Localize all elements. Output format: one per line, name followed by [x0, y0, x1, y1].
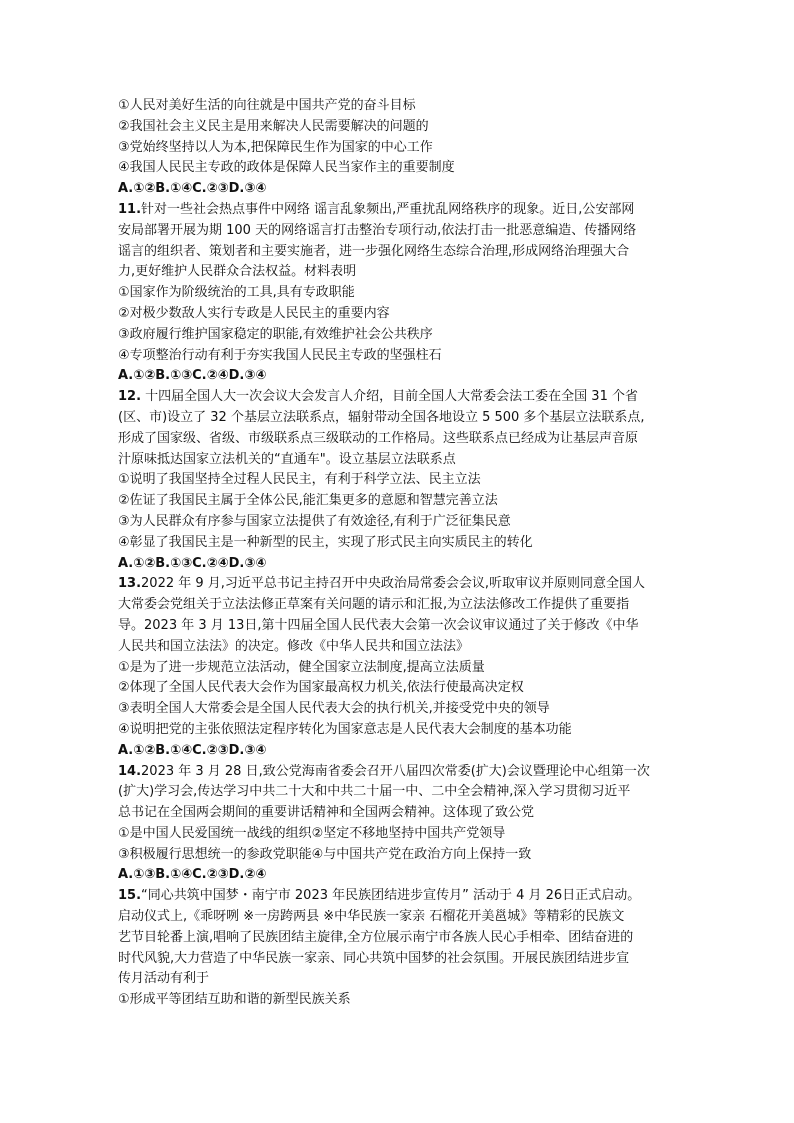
q10-options: A.①②B.①④C.②③D.③④	[118, 181, 267, 197]
q13-text: ①是为了进一步规范立法活动，健全国家立法制度,提高立法质量	[118, 659, 485, 675]
q13-text: ③表明全国人大常委会是全国人民代表大会的执行机关,并接受党中央的领导	[118, 701, 550, 717]
q13-text: 导。2023 年 3 月 13日,第十四届全国人民代表大会第一次会议审议通过了关于修改《中华	[118, 617, 639, 633]
q15-number: 15.	[118, 888, 142, 904]
q13-line	[118, 699, 678, 720]
q12-number: 12.	[118, 389, 142, 405]
q10-line	[118, 138, 678, 159]
q13-line	[118, 678, 678, 699]
q12-line	[118, 450, 678, 471]
q12-text: (区、市)设立了 32 个基层立法联系点，辐射带动全国各地设立 5 500 多个基层立法联系点,	[118, 409, 645, 425]
q15-text: 启动仪式上,《乖呀咧 ※一房跨两县 ※中华民族一家亲 石榴花开美邕城》等精彩的民族文	[118, 909, 625, 925]
q13-line	[118, 637, 678, 658]
q11-options: A.①②B.①③C.②④D.③④	[118, 368, 267, 384]
q15-line	[118, 907, 678, 928]
q11-number: 11.	[118, 201, 142, 217]
q12-line	[118, 429, 678, 450]
q12-text: ①说明了我国坚持全过程人民民主，有利于科学立法、民主立法	[118, 472, 481, 488]
q12-line	[118, 470, 678, 491]
q14-text: ③积极履行思想统一的参政党职能④与中国共产党在政治方向上保持一致	[118, 846, 532, 862]
q14-text: 总书记在全国两会期间的重要讲话精神和全国两会精神。这体现了致公党	[118, 805, 535, 821]
q13-line	[118, 658, 678, 679]
q11-line	[118, 200, 678, 221]
q11-line	[118, 283, 678, 304]
q13-text: 大常委会党组关于立法法修正草案有关问题的请示和汇报,为立法法修改工作提供了重要指	[118, 597, 630, 613]
q11-text: 力,更好维护人民群众合法权益。材料表明	[118, 264, 357, 280]
q12-line	[118, 387, 678, 408]
q14-line	[118, 782, 678, 803]
q15-text: “同心共筑中国梦・南宁市 2023 年民族团结进步宣传月” 活动于 4 月 26日正式启动。	[141, 888, 641, 904]
q14-text: ①是中国人民爱国统一战线的组织②坚定不移地坚持中国共产党领导	[118, 825, 506, 841]
q14-line	[118, 762, 678, 783]
q10-text: ③党始终坚持以人为本,把保障民生作为国家的中心工作	[118, 139, 433, 155]
q15-line	[118, 990, 678, 1011]
q10-text: ②我国社会主义民主是用来解决人民需要解决的问题的	[118, 118, 429, 134]
q10-text: ①人民对美好生活的向往就是中国共产党的奋斗目标	[118, 98, 416, 113]
q12-text: 十四届全国人大一次会议大会发言人介绍，目前全国人大常委会法工委在全国 31 个省	[141, 389, 638, 405]
q11-text: 针对一些社会热点事件中网络 谣言乱象频出,严重扰乱网络秩序的现象。近日,公安部网	[141, 201, 635, 217]
q11-text: 安局部署开展为期 100 天的网络谣言打击整治专项行动,依法打击一批恶意编造、传播网络	[118, 222, 637, 238]
q11-line	[118, 242, 678, 263]
q11-line	[118, 346, 678, 367]
q12-line	[118, 533, 678, 554]
q14-number: 14.	[118, 763, 142, 779]
q14-line	[118, 803, 678, 824]
q13-options: A.①②B.①④C.②③D.③④	[118, 742, 267, 758]
q10-line	[118, 117, 678, 138]
q14-options: A.①③B.①④C.②③D.②④	[118, 867, 267, 883]
q13-text: ④说明把党的主张依照法定程序转化为国家意志是人民代表大会制度的基本功能	[118, 721, 572, 737]
q15-line	[118, 928, 678, 949]
q11-text: 谣言的组织者、策划者和主要实施者，进一步强化网络生态综合治理,形成网络治理强大合	[118, 243, 630, 259]
q12-text: ②佐证了我国民主属于全体公民,能汇集更多的意愿和智慧完善立法	[118, 493, 498, 509]
q10-line	[118, 96, 678, 117]
q13-line	[118, 574, 678, 595]
q13-text: 人民共和国立法法》的决定。修改《中华人民共和国立法法》	[118, 638, 470, 654]
q12-line	[118, 491, 678, 512]
q14-line	[118, 845, 678, 866]
q11-line	[118, 221, 678, 242]
q10-line	[118, 158, 678, 179]
q14-text: (扩大)学习会,传达学习中共二十大和中共二十届一中、二中全会精神,深入学习贯彻习近平	[118, 784, 631, 800]
q12-text: ④彰显了我国民主是一种新型的民主，实现了形式民主向实质民主的转化	[118, 534, 533, 550]
q15-text: 艺节目轮番上演,唱响了民族团结主旋律,全方位展示南宁市各族人民心手相牵、团结奋进的	[118, 929, 634, 945]
q15-text: 时代风貌,大力营造了中华民族一家亲、同心共筑中国梦的社会氛围。开展民族团结进步宣	[118, 950, 630, 966]
document-page	[118, 96, 678, 1011]
q11-line	[118, 304, 678, 325]
q15-line	[118, 969, 678, 990]
q11-text: ②对极少数敌人实行专政是人民民主的重要内容	[118, 305, 390, 321]
q13-line	[118, 720, 678, 741]
q12-line	[118, 512, 678, 533]
q12-options: A.①②B.①③C.②④D.③④	[118, 555, 267, 571]
q15-text: 传月活动有利于	[118, 971, 210, 987]
q10-text: ④我国人民民主专政的政体是保障人民当家作主的重要制度	[118, 160, 455, 176]
q12-text: 形成了国家级、省级、市级联系点三级联动的工作格局。这些联系点已经成为让基层声音原	[118, 430, 639, 446]
q13-line	[118, 595, 678, 616]
q11-text: ①国家作为阶级统治的工具,具有专政职能	[118, 285, 355, 301]
q12-text: 汁原味抵达国家立法机关的“直通车"。设立基层立法联系点	[118, 451, 456, 467]
q13-number: 13.	[118, 576, 142, 592]
q15-line	[118, 949, 678, 970]
q11-text: ④专项整治行动有利于夯实我国人民民主专政的坚强柱石	[118, 347, 442, 363]
q12-text: ③为人民群众有序参与国家立法提供了有效途径,有利于广泛征集民意	[118, 513, 511, 529]
q13-text: 2022 年 9 月,习近平总书记主持召开中央政治局常委会会议,听取审议并原则同意全国人	[141, 576, 646, 592]
q15-text: ①形成平等团结互助和谐的新型民族关系	[118, 992, 351, 1008]
q15-line	[118, 886, 678, 907]
q11-text: ③政府履行维护国家稳定的职能,有效维护社会公共秩序	[118, 326, 433, 342]
q11-line	[118, 325, 678, 346]
q13-text: ②体现了全国人民代表大会作为国家最高权力机关,依法行使最高决定权	[118, 680, 524, 696]
q12-line	[118, 408, 678, 429]
q13-line	[118, 616, 678, 637]
q11-line	[118, 262, 678, 283]
q14-text: 2023 年 3 月 28 日,致公党海南省委会召开八届四次常委(扩大)会议暨理论中心组第一次	[141, 763, 650, 779]
q14-line	[118, 824, 678, 845]
